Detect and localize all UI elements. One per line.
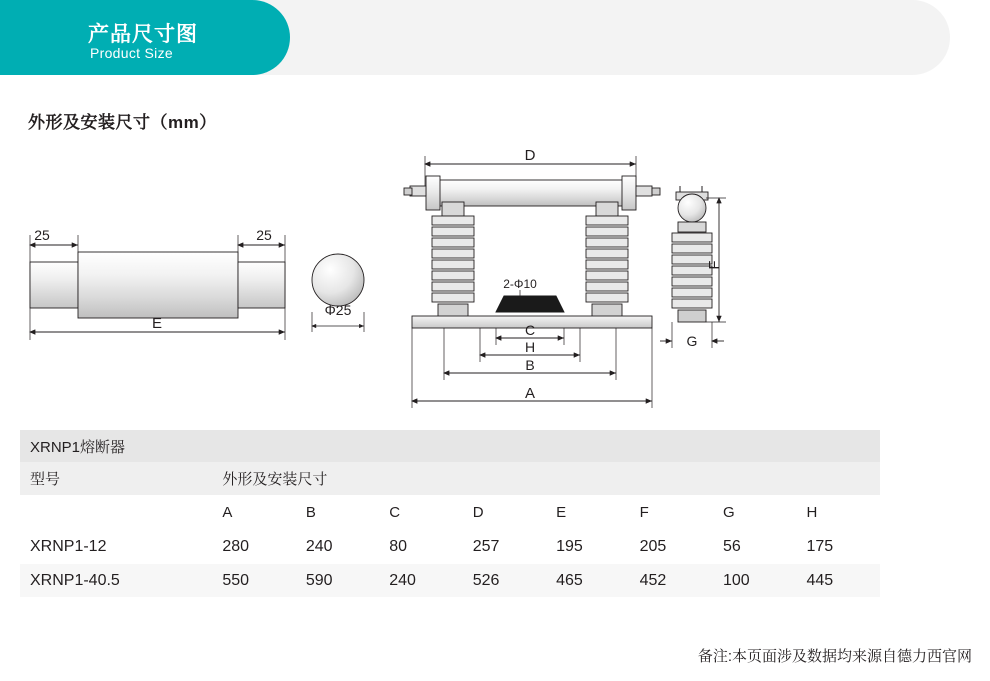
cell-g: 56 [713,530,796,564]
cell-g: 100 [713,564,796,598]
left-view-label-25-right: 25 [256,227,272,243]
cell-model: XRNP1-40.5 [20,564,212,598]
section-title: 外形及安装尺寸（mm） [28,113,217,132]
table-column-g: G [713,495,796,530]
front-view-label-2phi10: 2-Φ10 [503,277,537,291]
front-view-label-A: A [524,385,536,402]
cell-b: 590 [296,564,379,598]
table-subheader-row [20,462,880,495]
cell-e: 465 [546,564,629,598]
header-pill [0,0,290,75]
cell-e: 195 [546,530,629,564]
left-view [30,235,364,340]
table-title: XRNP1熔断器 [20,430,880,462]
cell-b: 240 [296,530,379,564]
side-view-label-F: F [706,260,723,270]
header-title-en: Product Size [90,45,173,61]
front-view-label-B: B [525,357,535,373]
footnote: 备注:本页面涉及数据均来源自德力西官网 [697,648,972,665]
table-row [20,564,880,598]
table-column-header-row [20,495,880,530]
table-column-h: H [796,495,880,530]
page-header [0,0,990,75]
left-view-label-E: E [151,315,163,332]
table-column-d: D [463,495,546,530]
cell-h: 445 [796,564,880,598]
cell-model: XRNP1-12 [20,530,212,564]
front-view-label-D: D [524,147,536,164]
cell-f: 452 [630,564,713,598]
table-column-c: C [379,495,462,530]
cell-c: 80 [379,530,462,564]
cell-h: 175 [796,530,880,564]
left-view-label-phi25: Φ25 [324,302,352,318]
table-header-spacer [20,495,212,530]
table-column-a: A [212,495,295,530]
cell-a: 280 [212,530,295,564]
spec-table [20,430,880,597]
side-view-label-G: G [686,333,698,349]
front-view-label-C: C [524,322,536,338]
cell-f: 205 [630,530,713,564]
header-title-cn: 产品尺寸图 [88,23,198,46]
table-row [20,530,880,564]
table-column-f: F [630,495,713,530]
table-column-b: B [296,495,379,530]
front-view-label-H: H [524,339,536,355]
table-header-model: 型号 [20,462,212,495]
table-column-e: E [546,495,629,530]
table-title-row [20,430,880,462]
cell-d: 526 [463,564,546,598]
left-view-label-25-left: 25 [34,227,50,243]
table-header-dimensions: 外形及安装尺寸 [212,462,880,495]
cell-c: 240 [379,564,462,598]
cell-d: 257 [463,530,546,564]
dimension-drawing [0,140,990,420]
cell-a: 550 [212,564,295,598]
